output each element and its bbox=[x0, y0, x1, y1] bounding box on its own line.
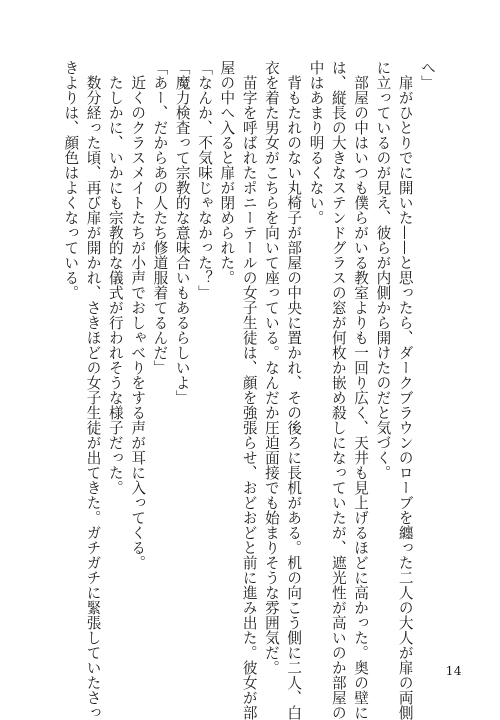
text-line: へ」 bbox=[419, 60, 436, 90]
body-text bbox=[59, 60, 438, 720]
page-number: 14 bbox=[445, 664, 462, 678]
text-line: たしかに、いかにも宗教的な儀式が行われそうな様子だった。 bbox=[106, 60, 124, 495]
text-line: 「なんか、不気味じゃなかった？」 bbox=[196, 60, 214, 300]
text-line: 中はあまり明るくない。 bbox=[307, 60, 325, 225]
text-line: は、縦長の大きなステンドグラスの窓が何枚か嵌め殺しになっていたが、遮光性が高いのか部屋の bbox=[329, 60, 347, 720]
text-line: 数分経った頃、再び扉が開かれ、さきほどの女子生徒が出てきた。ガチガチに緊張していたさっ bbox=[84, 60, 102, 720]
text-line: 近くのクラスメイトたちが小声でおしゃべりをする声が耳に入ってくる。 bbox=[129, 60, 147, 570]
text-line: 背もたれのない丸椅子が部屋の中央に置かれ、その後ろに長机がある。机の向こう側に二人、白 bbox=[285, 60, 303, 720]
text-line: 「魔力検査って宗教的な意味合いもあるらしいよ」 bbox=[173, 60, 191, 405]
text-line: 「あー、だからあの人たち修道服着てるんだ」 bbox=[151, 60, 169, 375]
text-line: 衣を着た男女がこちらを向いて座っている。なんだか圧迫面接でも始まりそうな雰囲気だ。 bbox=[262, 60, 280, 675]
text-line: に立っているのが見え、彼らが内側から開けたのだと気づく。 bbox=[374, 60, 392, 480]
text-line: 部屋の中はいつも僕らがいる教室よりも一回り広く、天井も見上げるほどに高かった。奥の壁に bbox=[352, 60, 370, 720]
text-line: 扉がひとりでに開いた——と思ったら、ダークブラウンのローブを纏った二人の大人が扉の両側 bbox=[396, 60, 414, 720]
text-line: 屋の中へ入ると扉が閉められた。 bbox=[218, 60, 236, 285]
text-line: 苗字を呼ばれたポニーテールの女子生徒は、顔を強張らせ、おどおどと前に進み出た。彼女が部 bbox=[240, 60, 258, 720]
text-line: きよりは、顔色はよくなっている。 bbox=[62, 60, 80, 300]
